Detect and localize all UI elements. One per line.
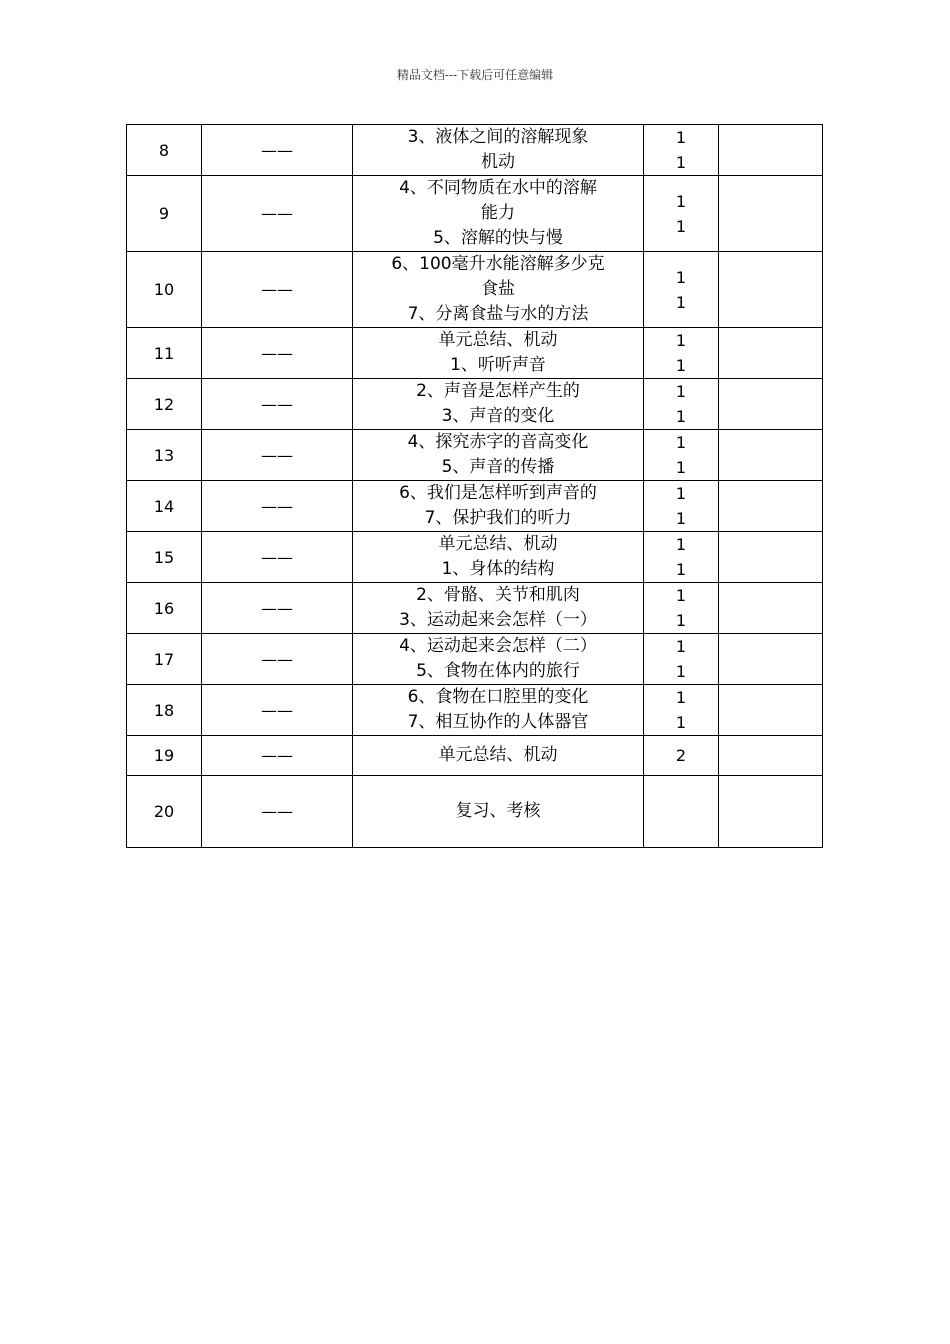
hours-value: 1 (675, 458, 687, 477)
table-row (127, 583, 823, 634)
content-cell (353, 252, 644, 328)
date-dash: —— (261, 280, 293, 299)
hours-value: 1 (675, 216, 687, 236)
hours-cell (644, 176, 719, 252)
lesson-line: 6、我们是怎样听到声音的 (399, 483, 597, 503)
note-cell (719, 176, 823, 252)
table-row (127, 252, 823, 328)
note-cell (719, 252, 823, 328)
date-dash: —— (261, 445, 293, 465)
date-dash: —— (261, 547, 293, 567)
week-cell: 9 (127, 176, 202, 252)
lesson-line: 3、运动起来会怎样（一） (399, 610, 597, 630)
hours-value: 1 (675, 662, 687, 681)
hours-cell (644, 532, 719, 583)
note-cell (719, 634, 823, 685)
date-dash: —— (261, 204, 293, 223)
content-cell (353, 634, 644, 685)
table-row (127, 776, 823, 848)
content-cell (353, 430, 644, 481)
hours-value: 1 (675, 356, 687, 375)
hours-value: 1 (675, 267, 687, 287)
table-row (127, 430, 823, 481)
table-row (127, 532, 823, 583)
lesson-line: 单元总结、机动 (438, 745, 558, 765)
date-cell (202, 430, 353, 481)
lesson-line: 6、食物在口腔里的变化 (407, 687, 589, 707)
date-cell (202, 481, 353, 532)
date-cell (202, 736, 353, 776)
date-cell (202, 176, 353, 252)
lesson-line: 5、食物在体内的旅行 (416, 661, 580, 681)
content-cell (353, 379, 644, 430)
note-cell (719, 583, 823, 634)
lesson-line: 7、相互协作的人体器官 (407, 712, 589, 732)
note-cell (719, 736, 823, 776)
schedule-table (126, 124, 823, 848)
lesson-line: 7、分离食盐与水的方法 (407, 304, 589, 324)
hours-cell (644, 328, 719, 379)
hours-cell (644, 252, 719, 328)
hours-value: 1 (675, 153, 687, 172)
hours-value: 1 (675, 637, 687, 656)
hours-value: 1 (675, 484, 687, 503)
hours-value: 1 (675, 128, 687, 147)
lesson-line: 5、声音的传播 (441, 457, 555, 477)
date-dash: —— (261, 496, 293, 516)
table-row (127, 736, 823, 776)
hours-cell (644, 685, 719, 736)
note-cell (719, 532, 823, 583)
note-cell (719, 379, 823, 430)
lesson-line: 2、骨骼、关节和肌肉 (416, 585, 580, 605)
lesson-line: 6、100毫升水能溶解多少克 (391, 254, 605, 274)
week-cell: 8 (127, 125, 202, 176)
table-row (127, 125, 823, 176)
week-cell: 14 (127, 481, 202, 532)
date-cell (202, 532, 353, 583)
hours-value: 1 (675, 382, 687, 401)
content-cell (353, 481, 644, 532)
date-dash: —— (261, 140, 293, 160)
hours-value: 1 (675, 586, 687, 605)
date-dash: —— (261, 802, 293, 821)
lesson-line: 2、声音是怎样产生的 (416, 381, 580, 401)
date-cell (202, 379, 353, 430)
hours-cell (644, 125, 719, 176)
hours-value: 1 (675, 407, 687, 426)
date-cell (202, 634, 353, 685)
date-dash: —— (261, 700, 293, 720)
week-cell: 12 (127, 379, 202, 430)
date-cell (202, 252, 353, 328)
hours-cell (644, 379, 719, 430)
note-cell (719, 430, 823, 481)
week-cell: 19 (127, 736, 202, 776)
table-row (127, 634, 823, 685)
week-cell: 20 (127, 776, 202, 848)
hours-value: 1 (675, 713, 687, 732)
date-cell (202, 685, 353, 736)
week-cell: 13 (127, 430, 202, 481)
table-row (127, 481, 823, 532)
content-cell (353, 736, 644, 776)
lesson-line: 1、身体的结构 (441, 559, 555, 579)
week-cell: 17 (127, 634, 202, 685)
hours-cell (644, 481, 719, 532)
content-cell (353, 176, 644, 252)
date-cell (202, 328, 353, 379)
content-cell (353, 583, 644, 634)
hours-cell (644, 736, 719, 776)
lesson-line: 食盐 (481, 279, 515, 299)
hours-value: 1 (675, 611, 687, 630)
hours-value: 1 (675, 560, 687, 579)
week-cell: 11 (127, 328, 202, 379)
hours-cell (644, 776, 719, 848)
hours-value: 1 (675, 509, 687, 528)
note-cell (719, 776, 823, 848)
date-dash: —— (261, 649, 293, 669)
lesson-line: 3、液体之间的溶解现象 (407, 127, 589, 147)
content-cell (353, 532, 644, 583)
lesson-line: 能力 (481, 203, 515, 223)
content-cell (353, 328, 644, 379)
note-cell (719, 328, 823, 379)
hours-value: 2 (675, 746, 687, 765)
date-dash: —— (261, 394, 293, 414)
hours-cell (644, 583, 719, 634)
lesson-line: 3、声音的变化 (441, 406, 555, 426)
hours-value: 1 (675, 535, 687, 554)
lesson-line: 1、听听声音 (450, 355, 546, 375)
week-cell: 10 (127, 252, 202, 328)
hours-cell (644, 634, 719, 685)
hours-value: 1 (675, 191, 687, 211)
note-cell (719, 481, 823, 532)
hours-value: 1 (675, 433, 687, 452)
lesson-line: 机动 (481, 152, 515, 172)
date-dash: —— (261, 746, 293, 765)
content-cell (353, 776, 644, 848)
page-header: 精品文档---下载后可任意编辑 (396, 68, 554, 82)
content-cell (353, 685, 644, 736)
lesson-line: 4、探究赤字的音高变化 (407, 432, 589, 452)
note-cell (719, 125, 823, 176)
date-dash: —— (261, 598, 293, 618)
lesson-line: 5、溶解的快与慢 (433, 228, 563, 248)
content-cell (353, 125, 644, 176)
table-row (127, 379, 823, 430)
table-row (127, 176, 823, 252)
hours-value: 1 (675, 688, 687, 707)
note-cell (719, 685, 823, 736)
lesson-line: 复习、考核 (455, 801, 541, 821)
week-cell: 15 (127, 532, 202, 583)
hours-cell (644, 430, 719, 481)
date-cell (202, 125, 353, 176)
lesson-line: 4、运动起来会怎样（二） (399, 636, 597, 656)
hours-value: 1 (675, 331, 687, 350)
lesson-line: 单元总结、机动 (438, 330, 558, 350)
date-cell (202, 776, 353, 848)
schedule-table-body (127, 125, 823, 848)
date-dash: —— (261, 343, 293, 363)
hours-value: 1 (675, 292, 687, 312)
lesson-line: 单元总结、机动 (438, 534, 558, 554)
table-row (127, 685, 823, 736)
week-cell: 16 (127, 583, 202, 634)
week-cell: 18 (127, 685, 202, 736)
lesson-line: 7、保护我们的听力 (424, 508, 572, 528)
date-cell (202, 583, 353, 634)
lesson-line: 4、不同物质在水中的溶解 (399, 178, 597, 198)
table-row (127, 328, 823, 379)
